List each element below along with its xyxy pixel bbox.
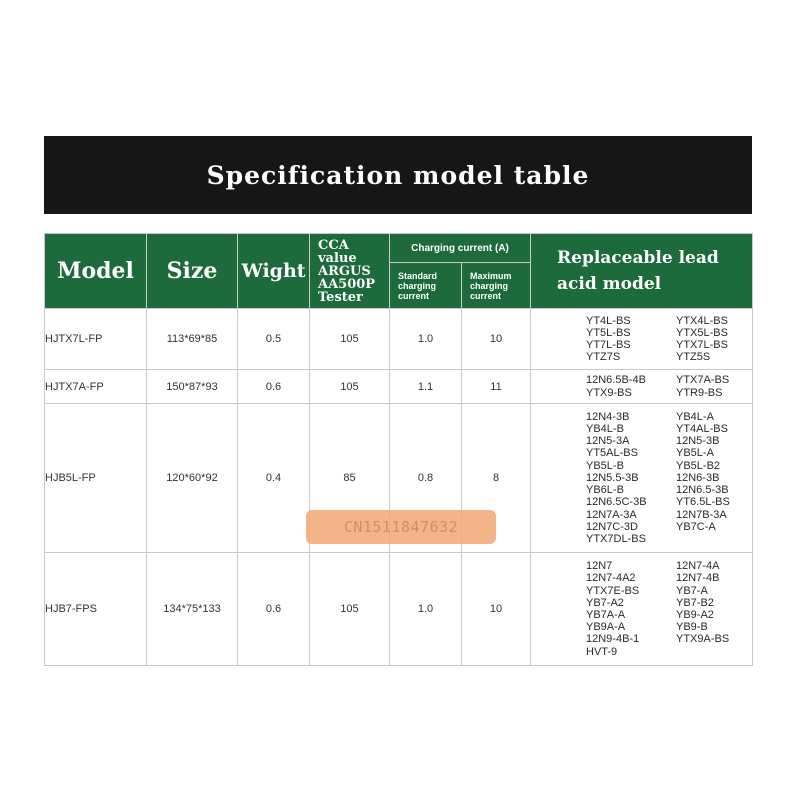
replaceable-model: 12N5-3A [586, 435, 630, 448]
replaceable-model: YTX7A-BS [676, 374, 730, 387]
cell-replaceable [531, 309, 753, 370]
cell-model: HJB5L-FP [45, 404, 147, 553]
header-replaceable-line: Replaceable lead [557, 248, 719, 268]
cell-size: 134*75*133 [147, 553, 238, 666]
replaceable-model: YT6.5L-BS [676, 496, 730, 509]
cell-weight: 0.6 [238, 370, 310, 404]
replaceable-model: 12N7-4A2 [586, 572, 636, 585]
replaceable-model: 12N9-4B-1 [586, 633, 640, 646]
replaceable-model: YTX7E-BS [586, 584, 640, 597]
replaceable-model: YTX4L-BS [676, 314, 728, 327]
cell-size: 120*60*92 [147, 404, 238, 553]
replaceable-model: YTX7L-BS [676, 339, 728, 351]
replaceable-model: 12N7-4A [676, 560, 720, 573]
spec-table [44, 233, 753, 666]
cell-standard: 0.8 [390, 404, 462, 553]
header-cca-line: Tester [318, 289, 363, 305]
header-standard-line: Standard [398, 270, 438, 281]
watermark-text: CN1511847632 [343, 518, 459, 536]
replaceable-model: YB4L-A [676, 410, 714, 423]
cell-weight: 0.6 [238, 553, 310, 666]
cell-cca: 105 [310, 370, 390, 404]
header-charging-current: Charging current (A) [390, 234, 531, 263]
replaceable-model: 12N4-3B [586, 410, 630, 423]
replaceable-model: 12N6.5-3B [676, 484, 729, 497]
cell-weight: 0.4 [238, 404, 310, 553]
title-banner [44, 136, 752, 214]
cell-maximum: 10 [462, 309, 531, 370]
header-maximum-line: Maximum [470, 270, 512, 281]
cell-model: HJB7-FPS [45, 553, 147, 666]
header-size: Size [147, 234, 238, 309]
replaceable-list [586, 560, 752, 658]
replaceable-model: YTX5L-BS [676, 326, 728, 339]
replaceable-model: YTR9-BS [676, 386, 723, 399]
cell-size: 113*69*85 [147, 309, 238, 370]
cell-cca: 105 [310, 553, 390, 666]
header-weight: Wight [238, 234, 310, 309]
replaceable-model: YB9A-A [586, 621, 626, 634]
table-row [45, 553, 753, 666]
table-row [45, 309, 753, 370]
banner-title: Specification model table [206, 160, 590, 190]
cell-replaceable [531, 553, 753, 666]
replaceable-model: YT5AL-BS [586, 447, 638, 460]
replaceable-model: 12N7 [586, 560, 613, 573]
replaceable-model: YTZ7S [586, 351, 621, 364]
replaceable-model: YT5L-BS [586, 326, 631, 339]
header-cca [310, 234, 390, 309]
cell-maximum: 10 [462, 553, 531, 666]
replaceable-model: 12N7B-3A [676, 508, 727, 521]
header-standard-line: current [398, 290, 430, 301]
cell-standard: 1.1 [390, 370, 462, 404]
replaceable-model: HVT-9 [586, 645, 618, 658]
replaceable-model: YB6L-B [586, 484, 624, 497]
replaceable-model: 12N7C-3D [586, 520, 638, 533]
cell-model: HJTX7A-FP [45, 370, 147, 404]
header-cca-line: CCA value [318, 237, 357, 266]
header-cca-line: AA500P [318, 276, 376, 292]
replaceable-model: YB5L-A [676, 447, 714, 460]
cell-replaceable [531, 404, 753, 553]
cell-replaceable [531, 370, 753, 404]
replaceable-model: YB7-A [676, 584, 708, 597]
replaceable-model: YB7C-A [676, 520, 716, 533]
replaceable-list [586, 374, 752, 398]
header-standard-current [390, 263, 462, 309]
replaceable-model: YB5L-B2 [676, 459, 721, 472]
replaceable-model: YB9-A2 [676, 609, 714, 621]
replaceable-model: YTX9-BS [586, 386, 632, 399]
replaceable-model: YB7A-A [586, 609, 626, 621]
replaceable-model: YB4L-B [586, 423, 624, 436]
replaceable-model: YT7L-BS [586, 339, 631, 351]
header-replaceable-line: acid model [557, 274, 662, 294]
cell-model: HJTX7L-FP [45, 309, 147, 370]
replaceable-model: YTX7DL-BS [586, 532, 646, 545]
replaceable-model: 12N6.5C-3B [586, 496, 647, 509]
cell-cca: 85 [310, 404, 390, 553]
replaceable-model: 12N6.5B-4B [586, 374, 646, 387]
cell-maximum: 11 [462, 370, 531, 404]
replaceable-model: YT4AL-BS [676, 423, 728, 436]
watermark [306, 510, 496, 544]
replaceable-model: YTZ5S [676, 351, 711, 364]
table-row [45, 370, 753, 404]
replaceable-list [586, 315, 752, 364]
cell-standard: 1.0 [390, 309, 462, 370]
replaceable-model: YTX9A-BS [676, 633, 730, 646]
header-standard-line: charging [398, 280, 437, 291]
replaceable-model [676, 533, 766, 545]
replaceable-model: 12N5.5-3B [586, 471, 639, 484]
cell-size: 150*87*93 [147, 370, 238, 404]
cell-maximum: 8 [462, 404, 531, 553]
replaceable-model [676, 646, 766, 658]
replaceable-model: YT4L-BS [586, 314, 631, 327]
cell-weight: 0.5 [238, 309, 310, 370]
replaceable-model: YB7-A2 [586, 596, 624, 609]
replaceable-model: 12N5-3B [676, 435, 720, 448]
header-maximum-line: current [470, 290, 502, 301]
header-maximum-line: charging [470, 280, 509, 291]
replaceable-model: YB7-B2 [676, 596, 714, 609]
replaceable-model: 12N6-3B [676, 471, 720, 484]
header-cca-line: ARGUS [318, 263, 371, 279]
header-model: Model [45, 234, 147, 309]
replaceable-list [586, 411, 752, 545]
replaceable-model: YB5L-B [586, 459, 624, 472]
cell-standard: 1.0 [390, 553, 462, 666]
header-maximum-current [462, 263, 531, 309]
replaceable-model: YB9-B [676, 621, 708, 634]
cell-cca: 105 [310, 309, 390, 370]
header-replaceable [531, 234, 753, 309]
replaceable-model: 12N7-4B [676, 572, 720, 585]
replaceable-model: 12N7A-3A [586, 508, 637, 521]
